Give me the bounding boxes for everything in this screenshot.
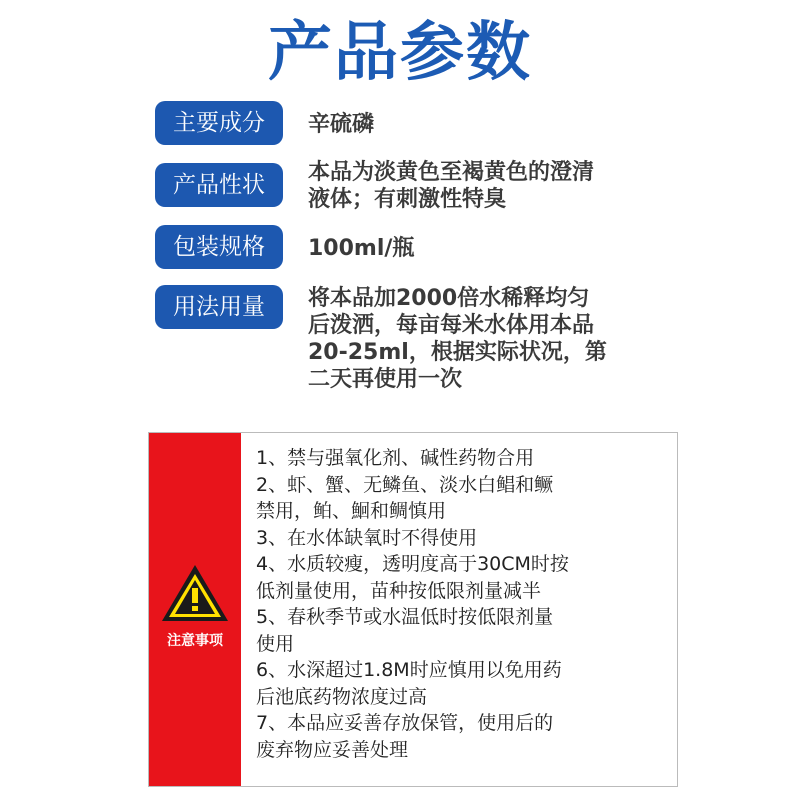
param-label: 包装规格 bbox=[155, 225, 283, 269]
param-label: 主要成分 bbox=[155, 101, 283, 145]
notice-side-panel bbox=[149, 433, 241, 786]
param-value bbox=[308, 285, 688, 393]
param-value bbox=[308, 111, 688, 138]
notice-box bbox=[148, 432, 678, 787]
param-value-line: 本品为淡黄色至褐黄色的澄清 bbox=[308, 160, 595, 185]
notice-line: 3、在水体缺氧时不得使用 bbox=[256, 526, 478, 549]
param-label: 用法用量 bbox=[155, 285, 283, 329]
param-value-line: 后泼洒，每亩每米水体用本品 bbox=[308, 313, 595, 338]
param-value bbox=[308, 235, 688, 262]
notice-list bbox=[256, 445, 676, 763]
param-value-line: 将本品加2000倍水稀释均匀 bbox=[308, 286, 590, 311]
notice-line: 4、水质较瘦，透明度高于30CM时按 bbox=[256, 553, 569, 575]
param-label: 产品性状 bbox=[155, 163, 283, 207]
notice-line: 5、春秋季节或水温低时按低限剂量 bbox=[256, 606, 554, 628]
warning-icon bbox=[160, 563, 230, 623]
notice-line: 禁用，鲌、鮰和鲷慎用 bbox=[256, 500, 447, 522]
notice-line: 6、水深超过1.8M时应慎用以免用药 bbox=[256, 659, 562, 681]
notice-label: 注意事项 bbox=[167, 633, 223, 649]
notice-line: 7、本品应妥善存放保管，使用后的 bbox=[256, 712, 554, 734]
notice-line: 使用 bbox=[256, 632, 295, 655]
notice-line: 2、虾、蟹、无鳞鱼、淡水白鲳和鳜 bbox=[256, 473, 554, 496]
page-title: 产品参数 bbox=[268, 16, 532, 90]
param-value bbox=[308, 159, 688, 213]
param-value-line: 100ml/瓶 bbox=[308, 236, 415, 261]
param-value-line: 辛硫磷 bbox=[308, 112, 375, 137]
param-value-line: 二天再使用一次 bbox=[308, 367, 463, 392]
notice-line: 后池底药物浓度过高 bbox=[256, 685, 428, 708]
param-value-line: 液体；有刺激性特臭 bbox=[308, 187, 507, 212]
notice-line: 低剂量使用，苗种按低限剂量减半 bbox=[256, 579, 542, 602]
notice-line: 废弃物应妥善处理 bbox=[256, 738, 409, 761]
notice-line: 1、禁与强氧化剂、碱性药物合用 bbox=[256, 447, 535, 469]
param-value-line: 20-25ml，根据实际状况，第 bbox=[308, 340, 607, 365]
